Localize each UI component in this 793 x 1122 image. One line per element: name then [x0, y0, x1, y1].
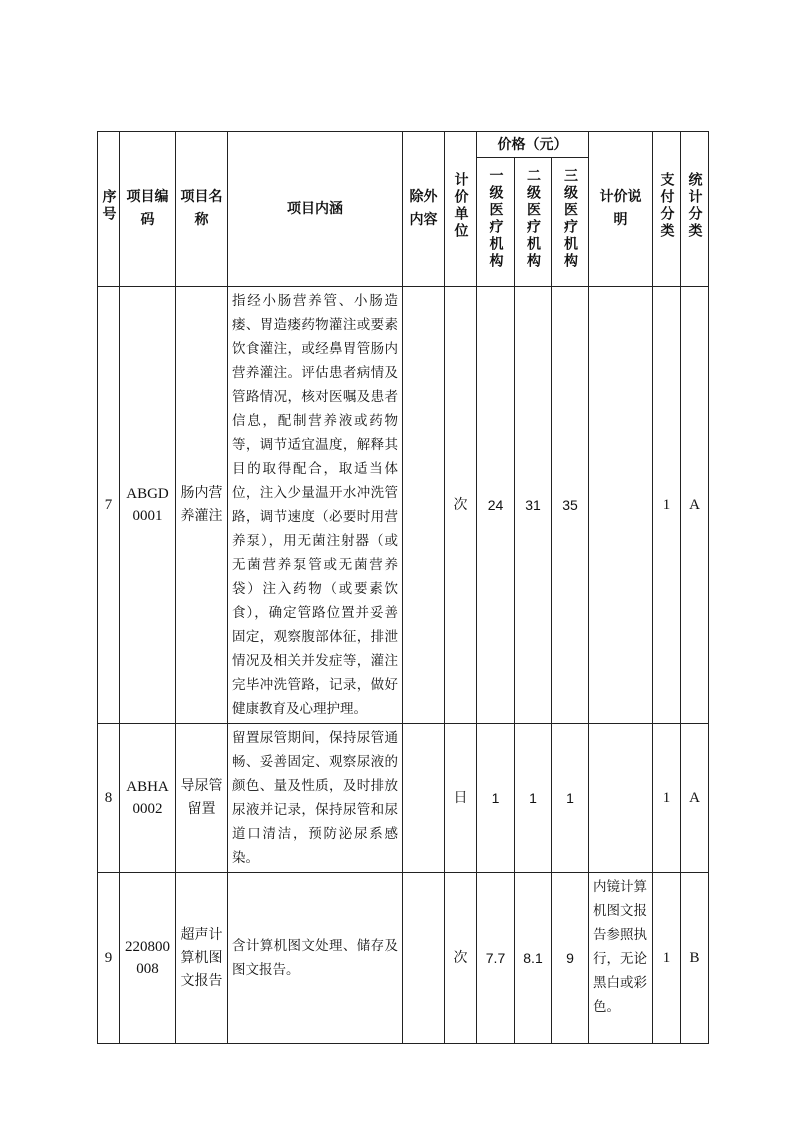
row-explain — [589, 287, 653, 724]
row-price-level3: 1 — [552, 724, 589, 873]
header-level2: 二级医疗机构 — [515, 158, 552, 287]
row-code: 220800 008 — [120, 873, 176, 1044]
table-row — [98, 287, 709, 724]
row-explain — [589, 724, 653, 873]
row-pay: 1 — [653, 287, 681, 724]
row-stat: B — [681, 873, 709, 1044]
row-name: 导尿管留置 — [176, 724, 228, 873]
row-seq: 7 — [98, 287, 120, 724]
row-stat: A — [681, 287, 709, 724]
row-price-level3: 35 — [552, 287, 589, 724]
header-stat: 统计分类 — [681, 132, 709, 287]
row-excluded — [403, 724, 445, 873]
row-seq: 9 — [98, 873, 120, 1044]
table-row — [98, 724, 709, 873]
row-excluded — [403, 287, 445, 724]
row-pay: 1 — [653, 873, 681, 1044]
header-level3: 三级医疗机构 — [552, 158, 589, 287]
row-stat: A — [681, 724, 709, 873]
row-unit: 次 — [445, 873, 477, 1044]
fee-table — [97, 131, 709, 1044]
row-excluded — [403, 873, 445, 1044]
row-content: 含计算机图文处理、储存及图文报告。 — [228, 873, 403, 1044]
row-price-level1: 24 — [477, 287, 515, 724]
table-row — [98, 873, 709, 1044]
header-explain: 计价说明 — [589, 132, 653, 287]
header-name: 项目名称 — [176, 132, 228, 287]
row-name: 肠内营养灌注 — [176, 287, 228, 724]
row-price-level1: 1 — [477, 724, 515, 873]
header-code: 项目编码 — [120, 132, 176, 287]
header-seq: 序号 — [98, 132, 120, 287]
header-content: 项目内涵 — [228, 132, 403, 287]
header-level1: 一级医疗机构 — [477, 158, 515, 287]
row-price-level2: 1 — [515, 724, 552, 873]
row-name: 超声计算机图文报告 — [176, 873, 228, 1044]
header-price-group: 价格（元） — [477, 132, 589, 158]
header-excluded: 除外内容 — [403, 132, 445, 287]
row-seq: 8 — [98, 724, 120, 873]
row-unit: 日 — [445, 724, 477, 873]
header-pay: 支付分类 — [653, 132, 681, 287]
row-explain: 内镜计算机图文报告参照执行，无论黑白或彩色。 — [589, 873, 653, 1044]
row-price-level2: 8.1 — [515, 873, 552, 1044]
row-content: 指经小肠营养管、小肠造瘘、胃造瘘药物灌注或要素饮食灌注，或经鼻胃管肠内营养灌注。评估患者病情及管路情况，核对医嘱及患者信息，配制营养液或药物等，调节适宜温度，解释其目的取得配合，取适当体位，注入少量温开水冲洗管路，调节速度（必要时用营养泵），用无菌注射器（或无菌营养泵管或无菌营养袋）注入药物（或要素饮食），确定管路位置并妥善固定，观察腹部体征，排泄情况及相关并发症等，灌注完毕冲洗管路，记录，做好健康教育及心理护理。 — [228, 287, 403, 724]
row-price-level2: 31 — [515, 287, 552, 724]
row-unit: 次 — [445, 287, 477, 724]
row-code: ABHA 0002 — [120, 724, 176, 873]
row-pay: 1 — [653, 724, 681, 873]
row-price-level3: 9 — [552, 873, 589, 1044]
row-content: 留置尿管期间，保持尿管通畅、妥善固定、观察尿液的颜色、量及性质，及时排放尿液并记录，保持尿管和尿道口清洁，预防泌尿系感染。 — [228, 724, 403, 873]
row-code: ABGD 0001 — [120, 287, 176, 724]
header-unit: 计价单位 — [445, 132, 477, 287]
row-price-level1: 7.7 — [477, 873, 515, 1044]
